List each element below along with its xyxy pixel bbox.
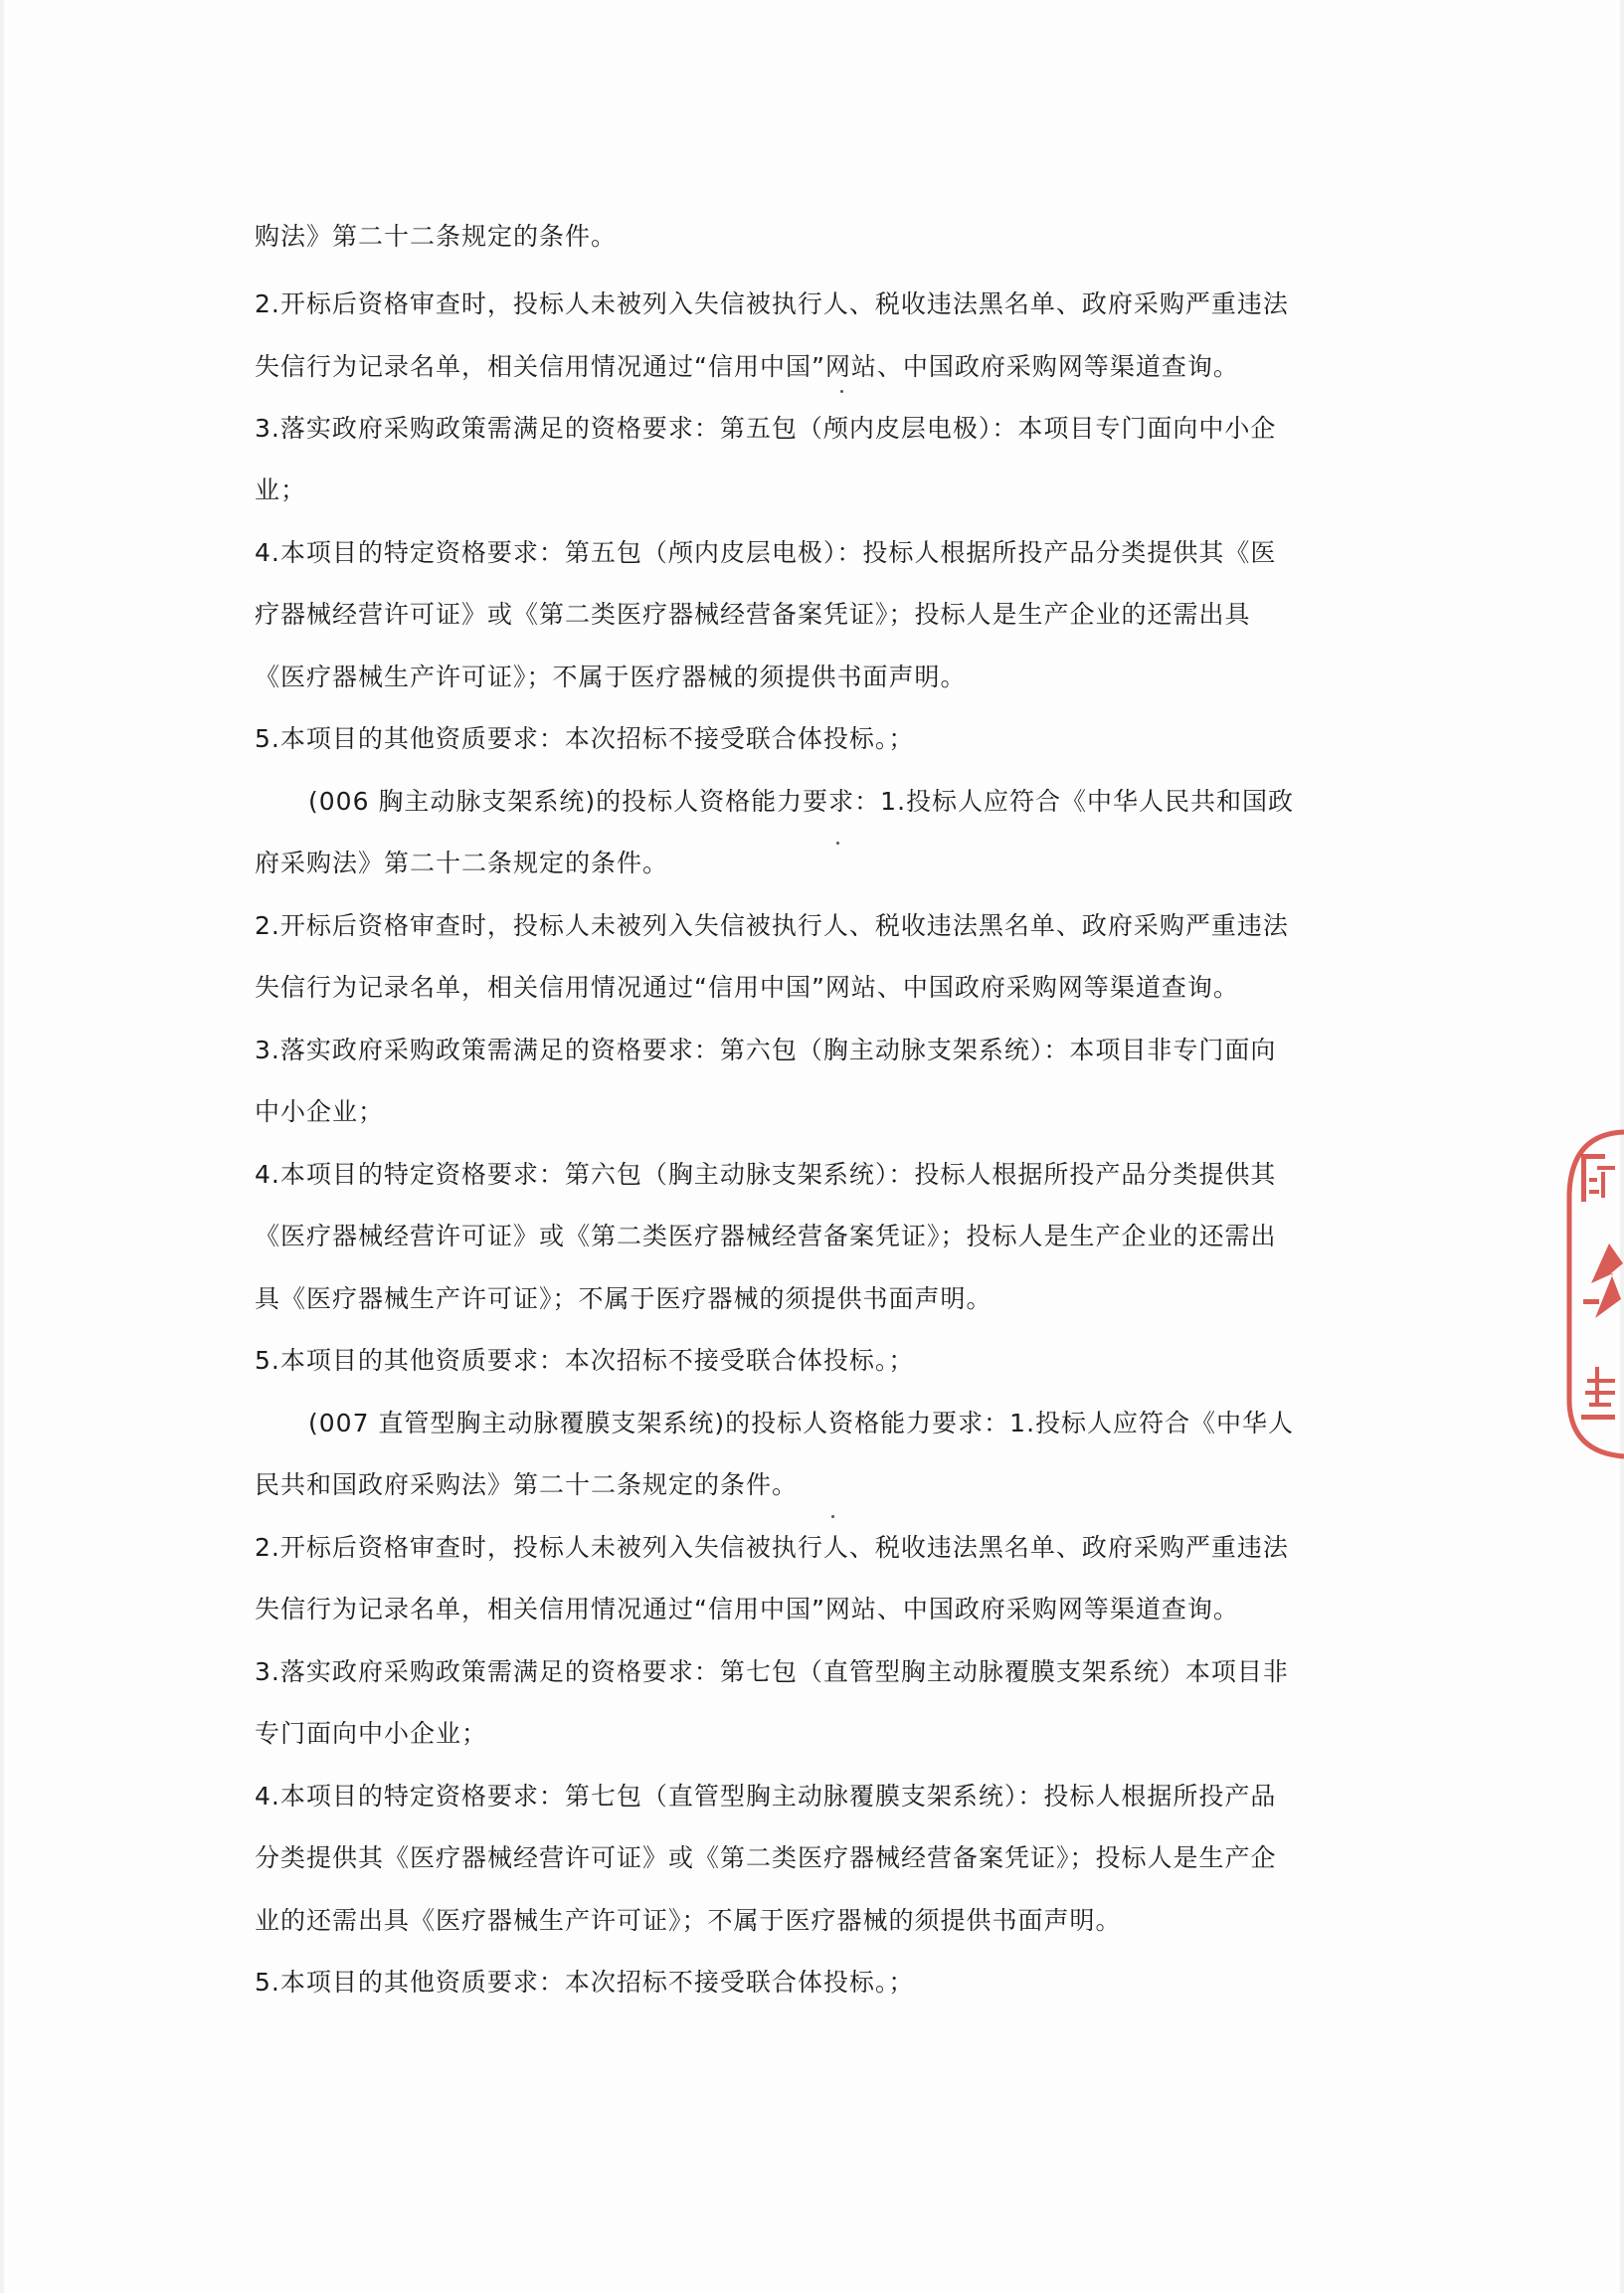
text-line: 5.本项目的其他资质要求：本次招标不接受联合体投标。； [255, 1346, 915, 1375]
text-line: 4.本项目的特定资格要求：第六包（胸主动脉支架系统）：投标人根据所投产品分类提供其 [255, 1160, 1277, 1189]
text-line: 分类提供其《医疗器械经营许可证》或《第二类医疗器械经营备案凭证》；投标人是生产企 [255, 1843, 1277, 1872]
scan-speck [836, 842, 839, 845]
text-line: 2.开标后资格审查时，投标人未被列入失信被执行人、税收违法黑名单、政府采购严重违法 [255, 1533, 1289, 1562]
text-line: 府采购法》第二十二条规定的条件。 [255, 849, 669, 877]
text-line: 购法》第二十二条规定的条件。 [255, 222, 618, 251]
text-line: 民共和国政府采购法》第二十二条规定的条件。 [255, 1470, 799, 1499]
text-line: (006 胸主动脉支架系统)的投标人资格能力要求：1.投标人应符合《中华人民共和国政 [308, 787, 1295, 816]
text-line: 2.开标后资格审查时，投标人未被列入失信被执行人、税收违法黑名单、政府采购严重违法 [255, 911, 1289, 940]
text-line: 4.本项目的特定资格要求：第七包（直管型胸主动脉覆膜支架系统）：投标人根据所投产品 [255, 1782, 1277, 1811]
text-line: 《医疗器械生产许可证》；不属于医疗器械的须提供书面声明。 [255, 663, 967, 691]
scan-edge-left [0, 0, 4, 2293]
text-line: 3.落实政府采购政策需满足的资格要求：第六包（胸主动脉支架系统）：本项目非专门面向 [255, 1036, 1277, 1064]
text-line: 3.落实政府采购政策需满足的资格要求：第七包（直管型胸主动脉覆膜支架系统）本项目非 [255, 1657, 1289, 1686]
text-line: 5.本项目的其他资质要求：本次招标不接受联合体投标。； [255, 724, 915, 753]
text-line: 业的还需出具《医疗器械生产许可证》；不属于医疗器械的须提供书面声明。 [255, 1906, 1122, 1935]
seal-stamp [1551, 1124, 1624, 1462]
text-line: 专门面向中小企业； [255, 1719, 488, 1748]
text-line: 失信行为记录名单，相关信用情况通过“信用中国”网站、中国政府采购网等渠道查询。 [255, 352, 1239, 381]
text-line: 3.落实政府采购政策需满足的资格要求：第五包（颅内皮层电极）：本项目专门面向中小企 [255, 414, 1277, 443]
seal-graphic [1551, 1124, 1624, 1462]
scan-speck [831, 1515, 834, 1518]
text-line: 具《医疗器械生产许可证》；不属于医疗器械的须提供书面声明。 [255, 1284, 992, 1313]
text-line: 失信行为记录名单，相关信用情况通过“信用中国”网站、中国政府采购网等渠道查询。 [255, 1595, 1239, 1624]
text-line: 疗器械经营许可证》或《第二类医疗器械经营备案凭证》；投标人是生产企业的还需出具 [255, 600, 1251, 629]
text-line: 4.本项目的特定资格要求：第五包（颅内皮层电极）：投标人根据所投产品分类提供其《医 [255, 538, 1277, 567]
text-line: 《医疗器械经营许可证》或《第二类医疗器械经营备案凭证》；投标人是生产企业的还需出 [255, 1222, 1277, 1250]
text-line: 业； [255, 476, 307, 504]
text-line: 失信行为记录名单，相关信用情况通过“信用中国”网站、中国政府采购网等渠道查询。 [255, 973, 1239, 1002]
text-line: 中小企业； [255, 1097, 385, 1126]
text-line: 5.本项目的其他资质要求：本次招标不接受联合体投标。； [255, 1968, 915, 1997]
scan-speck [840, 390, 843, 393]
text-line: 2.开标后资格审查时，投标人未被列入失信被执行人、税收违法黑名单、政府采购严重违法 [255, 289, 1289, 318]
text-line: (007 直管型胸主动脉覆膜支架系统)的投标人资格能力要求：1.投标人应符合《中华人 [308, 1409, 1295, 1437]
